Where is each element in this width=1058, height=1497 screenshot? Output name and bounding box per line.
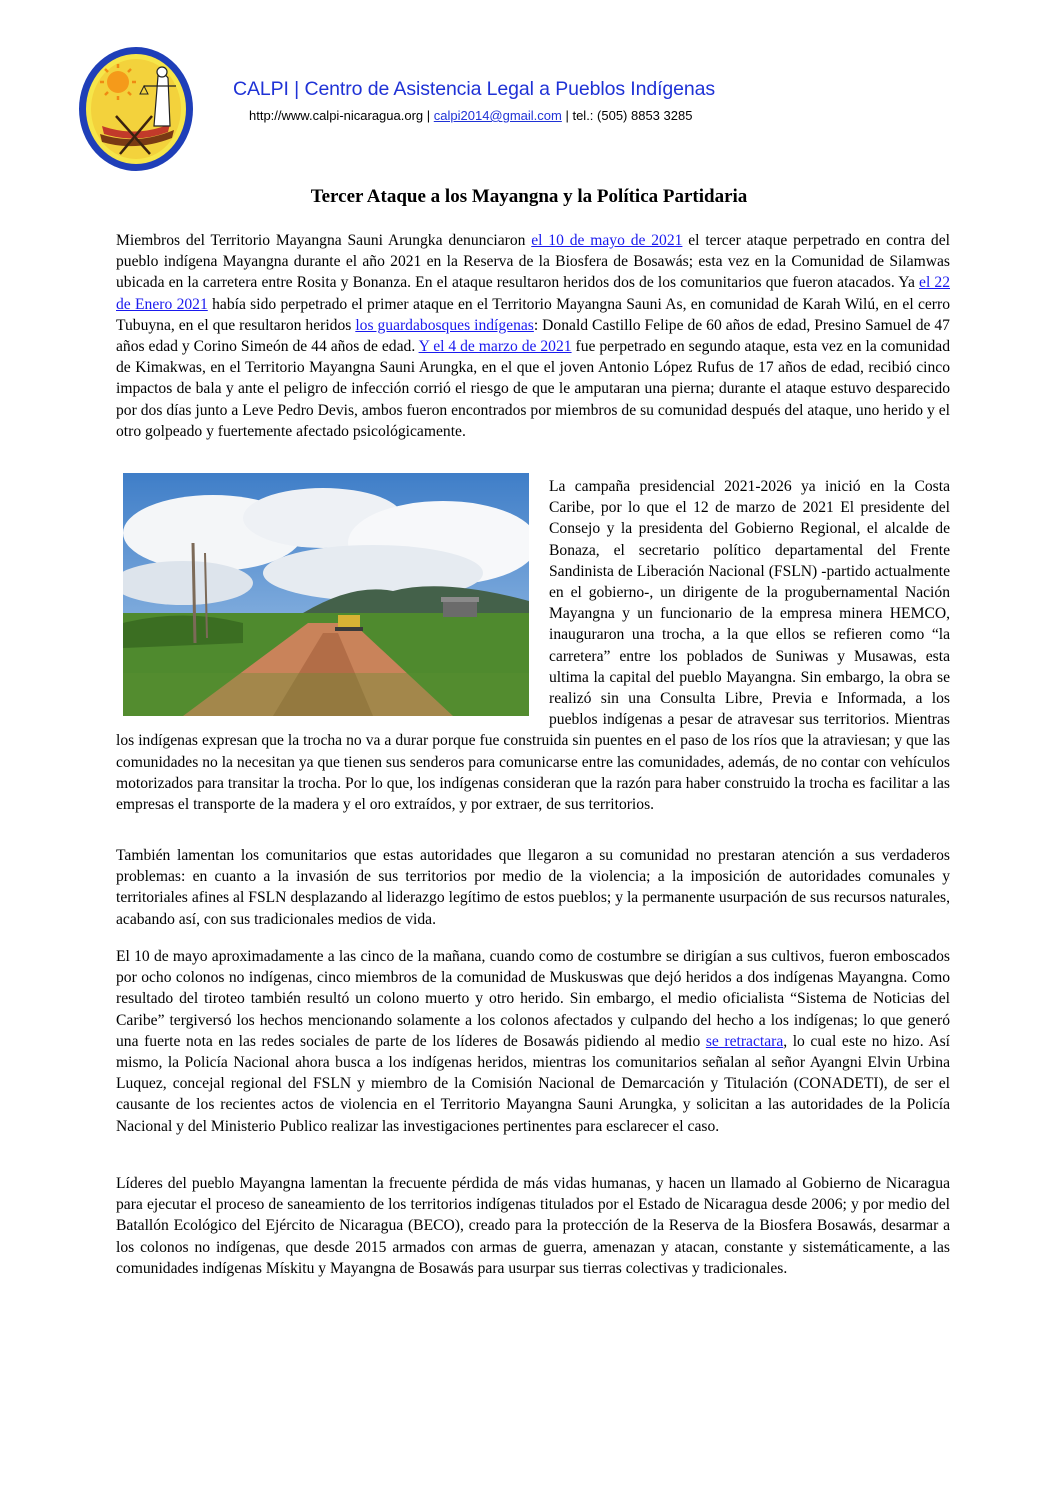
separator: | — [423, 108, 434, 123]
email-link[interactable]: calpi2014@gmail.com — [433, 108, 562, 123]
website-text: http://www.calpi-nicaragua.org — [249, 108, 424, 123]
text-run: Miembros del Territorio Mayangna Sauni Arungka denunciaron — [116, 232, 532, 249]
text-run: : Donald Castillo Felipe de 60 años de edad, Presino Samuel de 47 años edad y Corino Simeón de 44 años de edad. — [116, 316, 950, 356]
link-guardabosques[interactable]: los guardabosques indígenas — [355, 316, 534, 334]
text-run: , lo cual este no hizo. Así mismo, la Policía Nacional ahora busca a los indígenas heridos, mientras los comunitarios señalan al señor Ayangni Elvin Urbina Luquez, concejal regional del FSLN y miembro de la Comisión Nacional de Demarcación y Titulación (CONADETI), de ser el causante de los recientes actos de violencia en el Territorio Mayangna Sauni Arungka, y solicitan a las autoridades de la Policía Nacional y del Ministerio Publico realizar las investigaciones pertinentes para esclarecer el caso. — [116, 1032, 950, 1135]
paragraph-5: Líderes del pueblo Mayangna lamentan la frecuente pérdida de más vidas humanas, y hacen un llamado al Gobierno de Nicaragua para ejecutar el proceso de saneamiento de los territorios indígenas titulados por el Estado de Nicaragua desde 2006; y por medio del Batallón Ecológico del Ejército de Nicaragua (BECO), creado para la protección de la Reserva de la Biosfera Bosawás, desarmar a los colonos no indígenas, que desde 2015 armados con armas de guerra, amenazan y atacan, constante y sistemáticamente, a las comunidades indígenas Mískitu y Mayangna de Bosawás para usurpar sus tierras colectivas y tradicionales. — [116, 1175, 950, 1277]
contact-line — [249, 108, 692, 123]
separator: | — [561, 108, 573, 123]
link-4-marzo[interactable]: Y el 4 de marzo de 2021 — [418, 338, 572, 356]
organization-title: CALPI | Centro de Asistencia Legal a Pueblos Indígenas — [233, 78, 716, 100]
paragraph-2 — [116, 476, 950, 815]
text-run: El 10 de mayo aproximadamente a las cinco de la mañana, cuando como de costumbre se dirigían a sus cultivos, fueron emboscados por ocho colonos no indígenas, cinco miembros de la comunidad de Muskuswas que dejó heridos a dos indígenas Mayangna. Como resultado del tiroteo también resultó un colono muerto y otro herido. Sin embargo, el medio oficialista “Sistema de Noticias del Caribe” tergiversó los hechos mencionando solamente a los colonos afectados y culpando del hecho a los indígenas; lo que generó una fuerte nota en las redes sociales de parte de los líderes de Bosawás pidiendo al medio — [116, 948, 950, 1050]
text-run: fue perpetrado en segundo ataque, esta vez en la comunidad de Kimakwas, en el Territorio Mayangna Sauni Arungka, en el que el joven Antonio López Rufus de 17 años de edad, recibió cinco impactos de bala y ante el peligro de infección corrió el riesgo de que le amputaran una pierna; durante el ataque estuvo desparecido por dos días junto a Leve Pedro Devis, ambos fueron encontrados por miembros de su comunidad después del ataque, uno herido y el otro golpeado y fuertemente afectado psicológicamente. — [116, 338, 950, 440]
link-10-mayo[interactable]: el 10 de mayo de 2021 — [531, 232, 683, 249]
text-run: La campaña presidencial 2021-2026 ya inició en la Costa Caribe, por lo que el 12 de marzo de 2021 El presidente del Consejo y la presidenta del Gobierno Regional, el alcalde de Bonaza, el secretario político departamental del Frente Sandinista de Liberación Nacional (FSLN) -partido actualmente en el gobierno-, un dirigente de la progubernamental Nación Mayangna y un funcionario de la empresa minera HEMCO, inauguraron una trocha, a la que ellos se refieren como “la carretera” entre los poblados de Suniwas y Musawas, esta ultima la capital del pueblo Mayangna. Sin embargo, la obra se realizó sin una Consulta Libre, Previa e Informada, a los pueblos indígenas a pesar de atravesar sus territorios. Mientras los indígenas expresan que la trocha no va a durar porque fue construida sin puentes en el paso de los ríos que la atraviesan; y que las comunidades no la necesitan ya que tienen sus senderos para comunicarse entre las comunidades, además, de no contar con vehículos motorizados para transitar la trocha. Por lo que, los indígenas consideran que la razón para haber construido la trocha es facilitar a las empresas el transporte de la madera y el oro extraídos, y por extraer, de sus territorios. — [116, 478, 950, 814]
article-title: Tercer Ataque a los Mayangna y la Política Partidaria — [310, 186, 748, 207]
phone-text: tel.: (505) 8853 3285 — [572, 108, 693, 123]
link-22-enero[interactable]: el 22 de Enero 2021 — [116, 274, 950, 313]
text-run: el tercer ataque perpetrado en contra del pueblo indígena Mayangna durante el año 2021 en la Reserva de la Biosfera de Bosawás; esta vez en la Comunidad de Silamwas ubicada en la carretera entre Rosita y Bonanza. En el ataque resultaron heridos dos de los comunitarios que fueron atacados. Ya — [116, 232, 950, 292]
paragraph-3: También lamentan los comunitarios que estas autoridades que llegaron a su comunidad no prestaran atención a sus verdaderos problemas: en cuanto a la invasión de sus territorios por medio de la violencia; a la imposición de autoridades comunales y territoriales afines al FSLN desplazando al liderazgo legítimo de estos pueblos; y la permanente usurpación de sus recursos naturales, acabando así, con sus tradicionales medios de vida. — [116, 847, 950, 928]
paragraph-4 — [116, 946, 950, 1137]
calpi-logo — [78, 46, 194, 172]
road-photo — [123, 473, 529, 716]
link-se-retractara[interactable]: se retractara — [705, 1032, 784, 1050]
paragraph-1 — [116, 230, 950, 442]
text-run: había sido perpetrado el primer ataque en el Territorio Mayangna Sauni As, en comunidad de Karah Wilú, en el cerro Tubuyna, en el que resultaron heridos — [116, 295, 950, 334]
